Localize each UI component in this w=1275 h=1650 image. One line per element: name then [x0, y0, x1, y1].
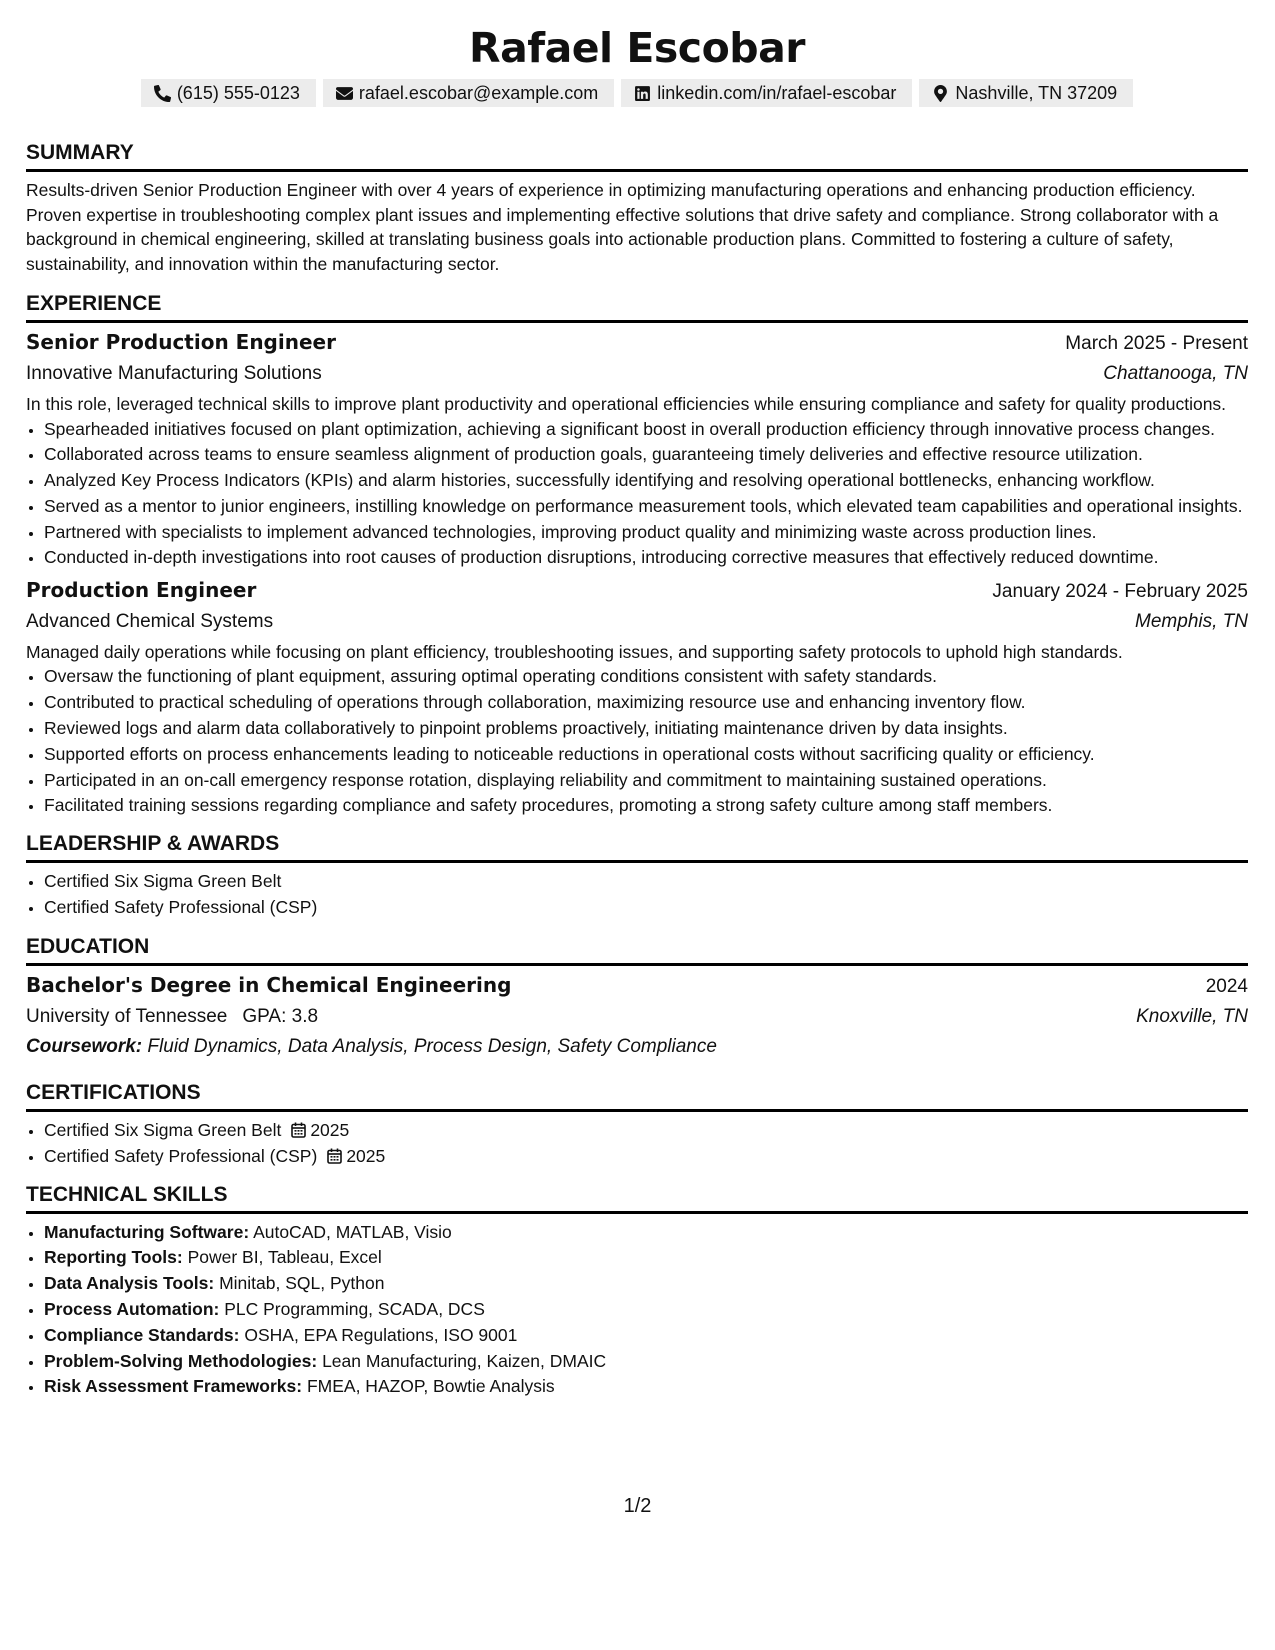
job-company: Innovative Manufacturing Solutions: [26, 363, 322, 384]
skill-label: Process Automation:: [44, 1298, 220, 1319]
skill-label: Data Analysis Tools:: [44, 1273, 215, 1294]
map-pin-icon: [932, 85, 949, 102]
cert-year: 2025: [346, 1146, 386, 1167]
skill-value: PLC Programming, SCADA, DCS: [224, 1298, 485, 1319]
cert-name: Certified Safety Professional (CSP): [44, 1146, 318, 1167]
leadership-list: [26, 869, 1248, 919]
list-item: • Oversaw the functioning of plant equipment, assuring optimal operating conditions consistent with safety standards.: [44, 664, 1248, 689]
skills-heading: TECHNICAL SKILLS: [26, 1182, 1248, 1214]
skill-label: Compliance Standards:: [44, 1324, 240, 1345]
job-entry: [26, 575, 1248, 818]
resume-page: [26, 0, 1248, 1400]
contact-email[interactable]: [323, 79, 614, 107]
list-item: • Served as a mentor to junior engineers, instilling knowledge on performance measurement tools, which elevated team capabilities and operational insights.: [44, 494, 1248, 519]
job-bullets: [26, 664, 1248, 817]
certifications-list: [26, 1118, 1248, 1168]
list-item: [44, 1245, 1248, 1270]
job-intro: Managed daily operations while focusing on plant efficiency, troubleshooting issues, and supporting safety protocols to uphold high standards.: [26, 641, 1123, 662]
list-item: [44, 1118, 1248, 1143]
job-intro: In this role, leveraged technical skills to improve plant productivity and operational efficiencies while ensuring compliance and safety for quality productions.: [26, 394, 1227, 414]
list-item: • Contributed to practical scheduling of operations through collaboration, maximizing resource use and enhancing inventory flow.: [44, 690, 1248, 715]
skill-value: Lean Manufacturing, Kaizen, DMAIC: [322, 1350, 607, 1371]
job-dates: March 2025 - Present: [1065, 333, 1248, 354]
list-item: [44, 1144, 1248, 1169]
degree-year: 2024: [1205, 976, 1248, 998]
contact-phone[interactable]: [141, 79, 316, 107]
job-dates: January 2024 - February 2025: [992, 580, 1248, 602]
list-item: [44, 1271, 1248, 1296]
calendar-icon: [327, 1148, 342, 1164]
coursework-list: Fluid Dynamics, Data Analysis, Process Design, Safety Compliance: [147, 1036, 717, 1058]
job-title: Production Engineer: [26, 577, 257, 602]
list-item: • Supported efforts on process enhancements leading to noticeable reductions in operational costs without sacrificing quality or efficiency.: [44, 742, 1248, 767]
job-company: Advanced Chemical Systems: [26, 610, 274, 632]
school-name: University of Tennessee: [26, 1006, 228, 1028]
experience-heading: EXPERIENCE: [26, 291, 1248, 323]
contact-phone-text: (615) 555-0123: [176, 82, 300, 103]
cert-year: 2025: [310, 1120, 350, 1141]
page-number: 1/2: [623, 1495, 652, 1517]
contact-bar: [26, 79, 1248, 107]
cert-name: Certified Six Sigma Green Belt: [44, 1120, 282, 1141]
skill-value: OSHA, EPA Regulations, ISO 9001: [244, 1324, 518, 1345]
job-entry: [26, 327, 1248, 570]
candidate-name: Rafael Escobar: [469, 24, 805, 72]
job-location: Memphis, TN: [1135, 610, 1248, 632]
contact-location: [919, 79, 1133, 107]
certifications-section: [26, 1080, 1248, 1168]
contact-email-text: rafael.escobar@example.com: [358, 82, 599, 103]
list-item: • Certified Safety Professional (CSP): [44, 895, 1248, 920]
skill-value: Power BI, Tableau, Excel: [187, 1247, 382, 1268]
summary-text: Results-driven Senior Production Engineer with over 4 years of experience in optimizing manufacturing operations and enhancing production efficiency. Proven expertise in troubleshooting complex plant issues and implementing effective solutions that drive safety and compliance. Strong collaborator with a background in chemical engineering, skilled at translating business goals into actionable production plans. Committed to fostering a culture of safety, sustainability, and innovation within the manufacturing sector.: [26, 180, 1219, 274]
skills-section: [26, 1182, 1248, 1399]
degree-title: Bachelor's Degree in Chemical Engineering: [26, 973, 512, 998]
list-item: • Reviewed logs and alarm data collaboratively to pinpoint problems proactively, initiating maintenance driven by data insights.: [44, 716, 1248, 741]
skill-value: FMEA, HAZOP, Bowtie Analysis: [306, 1376, 555, 1397]
list-item: [44, 1374, 1248, 1399]
linkedin-icon: [634, 85, 651, 102]
job-bullets: [26, 417, 1248, 570]
summary-section: [26, 140, 1248, 276]
education-section: [26, 934, 1248, 1062]
list-item: • Partnered with specialists to implement advanced technologies, improving product quality and minimizing waste across production lines.: [44, 520, 1248, 545]
envelope-icon: [336, 85, 353, 102]
list-item: • Facilitated training sessions regarding compliance and safety procedures, promoting a strong safety culture among staff members.: [44, 793, 1248, 818]
list-item: • Participated in an on-call emergency response rotation, displaying reliability and commitment to maintaining sustained operations.: [44, 768, 1248, 793]
skills-list: [26, 1220, 1248, 1399]
coursework: [26, 1032, 1248, 1062]
calendar-icon: [291, 1122, 306, 1138]
leadership-heading: LEADERSHIP & AWARDS: [26, 831, 1248, 863]
list-item: [44, 1220, 1248, 1245]
list-item: • Conducted in-depth investigations into root causes of production disruptions, introducing corrective measures that effectively reduced downtime.: [44, 545, 1248, 570]
certifications-heading: CERTIFICATIONS: [26, 1080, 1248, 1112]
contact-linkedin[interactable]: [621, 79, 912, 107]
list-item: • Analyzed Key Process Indicators (KPIs) and alarm histories, successfully identifying and resolving operational bottlenecks, enhancing workflow.: [44, 468, 1248, 493]
experience-section: [26, 291, 1248, 818]
job-title: Senior Production Engineer: [26, 330, 336, 354]
skill-value: Minitab, SQL, Python: [219, 1273, 385, 1294]
skill-label: Risk Assessment Frameworks:: [44, 1376, 303, 1397]
list-item: • Certified Six Sigma Green Belt: [44, 869, 1248, 894]
list-item: • Collaborated across teams to ensure seamless alignment of production goals, guaranteeing timely deliveries and effective resource utilization.: [44, 442, 1248, 467]
phone-icon: [154, 85, 171, 102]
list-item: [44, 1349, 1248, 1374]
skill-label: Manufacturing Software:: [44, 1221, 250, 1242]
summary-heading: SUMMARY: [26, 140, 1248, 172]
education-heading: EDUCATION: [26, 934, 1248, 966]
skill-label: Reporting Tools:: [44, 1247, 183, 1268]
leadership-section: [26, 831, 1248, 919]
school-location: Knoxville, TN: [1136, 1006, 1248, 1028]
list-item: [44, 1323, 1248, 1348]
contact-linkedin-text: linkedin.com/in/rafael-escobar: [657, 82, 897, 103]
job-location: Chattanooga, TN: [1103, 363, 1248, 384]
coursework-label: Coursework:: [26, 1036, 143, 1058]
contact-location-text: Nashville, TN 37209: [955, 82, 1118, 103]
skill-value: AutoCAD, MATLAB, Visio: [253, 1221, 452, 1242]
list-item: • Spearheaded initiatives focused on plant optimization, achieving a significant boost in overall production efficiency through innovative process changes.: [44, 417, 1248, 442]
skill-label: Problem-Solving Methodologies:: [44, 1350, 318, 1371]
list-item: [44, 1297, 1248, 1322]
school-gpa: GPA: 3.8: [242, 1006, 319, 1028]
